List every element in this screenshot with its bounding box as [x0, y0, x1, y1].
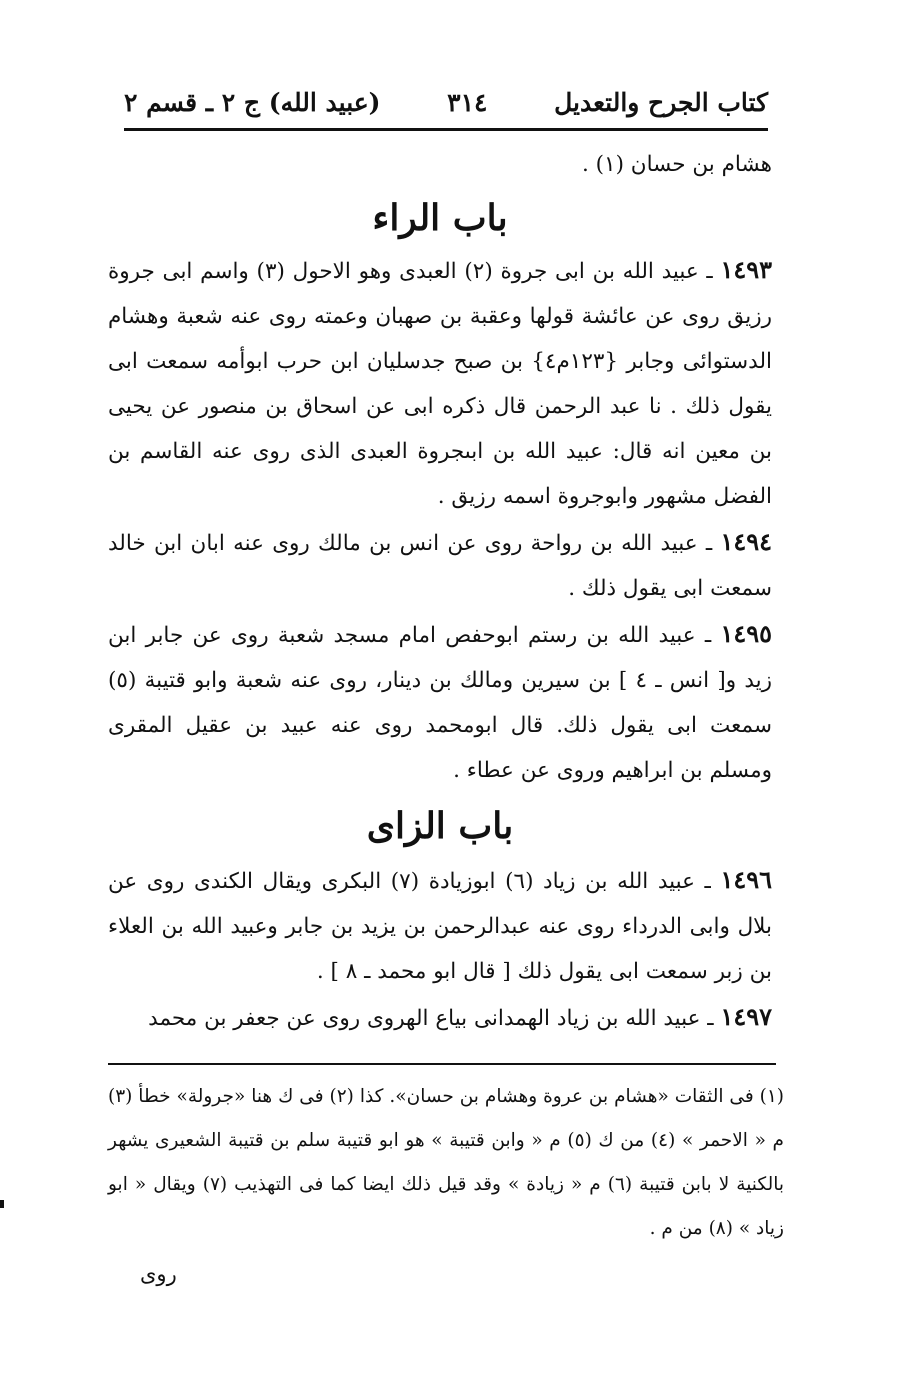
- entry-number: ١٤٩٣: [720, 255, 772, 284]
- entry-text: ـ عبيد الله بن زياد (٦) ابوزيادة (٧) البكرى ويقال الكندى روى عن بلال وابى الدرداء روى عنه عبدالرحمن بن يزيد بن جابر وعبيد الله بن العلاء بن زبر سمعت ابى يقول ذلك [ قال ابو محمد ـ ٨ ] .: [108, 869, 772, 984]
- section-heading: باب الراء: [372, 197, 508, 239]
- main-text: [108, 142, 772, 1041]
- footnote-text: (١) فى الثقات «هشام بن عروة وهشام بن حسان». كذا (٢) فى ك هنا «جرولة» خطأ (٣) م « الاحمر » (٤) من ك (٥) م « وابن قتيبة » هو ابو قتيبة سلم بن قتيبة الشعيرى يشهر بالكنية لا بابن قتيبة (٦) م « زيادة » وقد قيل ذلك ايضا كما فى التهذيب (٧) ويقال « ابو زياد » (٨) من م .: [108, 1086, 785, 1239]
- biography-entry: [108, 247, 772, 519]
- biography-entry: [108, 519, 772, 611]
- biography-entry: [108, 857, 772, 994]
- footnote-divider: [108, 1063, 776, 1065]
- section-heading: باب الزاى: [366, 805, 514, 847]
- entry-text: ـ عبيد الله بن رواحة روى عن انس بن مالك روى عنه ابان ابن خالد سمعت ابى يقول ذلك .: [108, 531, 772, 601]
- page-header: [124, 80, 768, 124]
- biography-entry: [108, 994, 772, 1041]
- header-divider: [124, 128, 768, 131]
- book-title: كتاب الجرح والتعديل: [554, 87, 768, 117]
- continuation-line: هشام بن حسان (١) .: [581, 152, 772, 177]
- entry-text: ـ عبيد الله بن رستم ابوحفص امام مسجد شعبة روى عن جابر ابن زيد و[ انس ـ ٤ ] بن سيرين ومالك بن دينار، روى عنه شعبة وابو قتيبة (٥) سمعت ابى يقول ذلك. قال ابومحمد روى عنه عبيد بن عقيل المقرى ومسلم بن ابراهيم وروى عن عطاء .: [108, 623, 772, 783]
- page-number: ٣١٤: [447, 87, 488, 117]
- entry-number: ١٤٩٥: [720, 619, 772, 648]
- entry-number: ١٤٩٧: [720, 1002, 772, 1031]
- entry-number: ١٤٩٤: [720, 527, 772, 556]
- catchword: روى: [140, 1262, 177, 1286]
- section-reference: (عبيد الله) ج ٢ ـ قسم ٢: [124, 87, 381, 117]
- entry-text: ـ عبيد الله بن زياد الهمدانى بياع الهروى روى عن جعفر بن محمد: [148, 1006, 721, 1031]
- scan-speck: [0, 1200, 4, 1208]
- biography-entry: [108, 611, 772, 793]
- footnotes: [108, 1075, 784, 1251]
- entry-number: ١٤٩٦: [720, 865, 773, 894]
- entry-text: ـ عبيد الله بن ابى جروة (٢) العبدى وهو الاحول (٣) واسم ابى جروة رزيق روى عن عائشة قولها وعقبة بن صهبان وعمته روى عنه شعبة وهشام الدستوائى وجابر {١٢٣م٤} بن صبح جدسليان ابن حرب ابوأمه سمعت ابى يقول ذلك . نا عبد الرحمن قال ذكره ابى عن اسحاق بن منصور عن يحيى بن معين انه قال: عبيد الله بن ابىجروة العبدى الذى روى عنه القاسم بن الفضل مشهور وابوجروة اسمه رزيق .: [108, 259, 772, 509]
